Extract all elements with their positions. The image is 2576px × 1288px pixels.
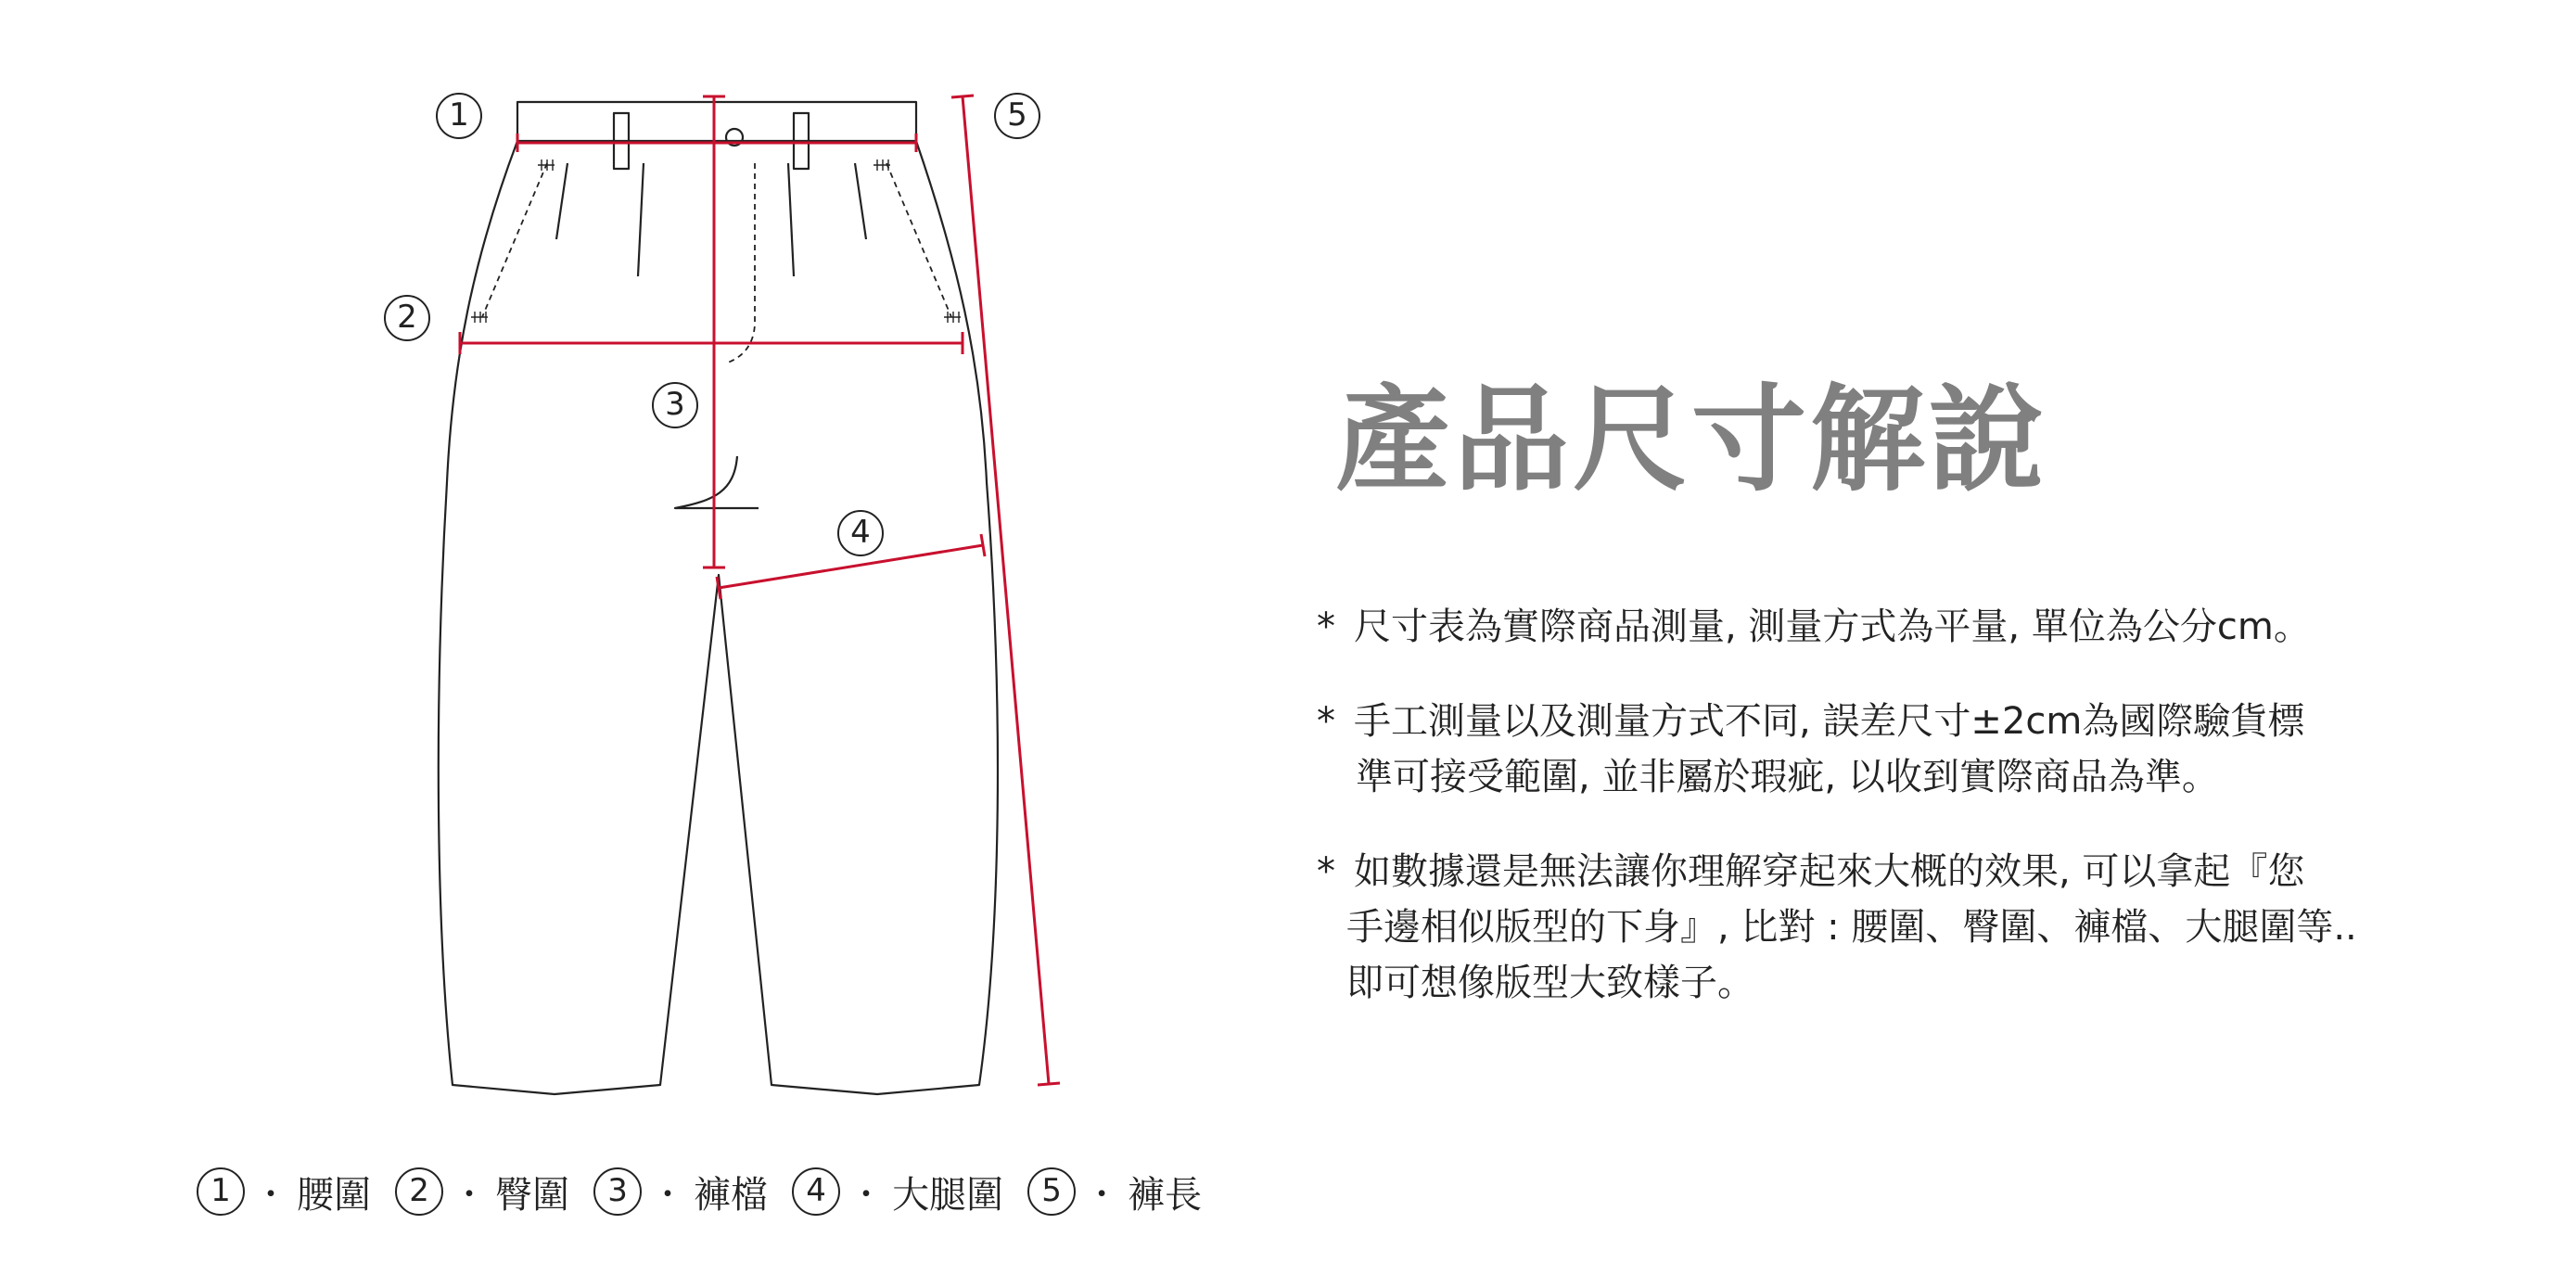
- note-2-star: *: [1317, 700, 1335, 743]
- measure-length: [963, 96, 1049, 1084]
- legend-sep: ・: [651, 1175, 685, 1214]
- legend-sep: ・: [453, 1175, 487, 1214]
- legend-sep: ・: [254, 1175, 288, 1214]
- pleat-left-2: [638, 163, 644, 276]
- pants-outline: [439, 141, 998, 1094]
- note-3: [1317, 844, 2357, 1011]
- marker-waist: 1: [436, 93, 482, 139]
- legend-label: 臀圍: [495, 1173, 570, 1217]
- marker-rise: 3: [652, 382, 698, 428]
- bar-tack-1: [538, 159, 555, 171]
- legend-item-thigh: [792, 1166, 1003, 1218]
- note-3-star: *: [1317, 850, 1335, 893]
- bar-tack-4: [944, 312, 961, 323]
- pleat-right-2: [855, 163, 866, 239]
- legend-num: 3: [593, 1167, 642, 1216]
- legend-item-hip: [395, 1166, 569, 1218]
- note-2-line-1: 手工測量以及測量方式不同, 誤差尺寸±2cm為國際驗貨標: [1354, 700, 2305, 743]
- legend: [197, 1166, 1226, 1218]
- marker-thigh: 4: [837, 510, 884, 556]
- pleat-right-1: [788, 163, 794, 276]
- note-3-line-1: 如數據還是無法讓你理解穿起來大概的效果, 可以拿起『您: [1354, 850, 2305, 893]
- bar-tack-2: [874, 159, 890, 171]
- fly-stitch: [725, 163, 755, 363]
- note-2-line-2: 準可接受範圍, 並非屬於瑕疵, 以收到實際商品為準。: [1356, 756, 2219, 798]
- legend-sep: ・: [1085, 1175, 1119, 1214]
- waistband-outline: [517, 102, 916, 141]
- pocket-right: [886, 163, 951, 317]
- note-3-line-2: 手邊相似版型的下身』, 比對 : 腰圍、臀圍、褲檔、大腿圍等..: [1346, 906, 2357, 949]
- page-title: 產品尺寸解說: [1335, 374, 2048, 507]
- legend-num: 1: [197, 1167, 245, 1216]
- bar-tack-3: [471, 312, 488, 323]
- marker-length: 5: [994, 93, 1040, 139]
- legend-sep: ・: [849, 1175, 884, 1214]
- legend-item-length: [1027, 1166, 1202, 1218]
- legend-label: 腰圍: [297, 1173, 372, 1217]
- legend-label: 褲檔: [694, 1173, 769, 1217]
- legend-label: 大腿圍: [892, 1173, 1004, 1217]
- crotch-curve: [675, 456, 759, 508]
- note-1-line-1: 尺寸表為實際商品測量, 測量方式為平量, 單位為公分cm。: [1354, 606, 2311, 648]
- note-3-line-3: 即可想像版型大致樣子。: [1346, 962, 1754, 1004]
- marker-hip: 2: [384, 295, 430, 341]
- legend-item-rise: [593, 1166, 768, 1218]
- note-1-star: *: [1317, 606, 1335, 648]
- note-2: [1317, 694, 2304, 805]
- legend-num: 4: [792, 1167, 840, 1216]
- pocket-left: [482, 163, 547, 317]
- legend-num: 2: [395, 1167, 443, 1216]
- pleat-left-1: [556, 163, 567, 239]
- legend-label: 褲長: [1128, 1173, 1203, 1217]
- legend-num: 5: [1027, 1167, 1076, 1216]
- legend-item-waist: [197, 1166, 371, 1218]
- note-1: [1317, 599, 2311, 655]
